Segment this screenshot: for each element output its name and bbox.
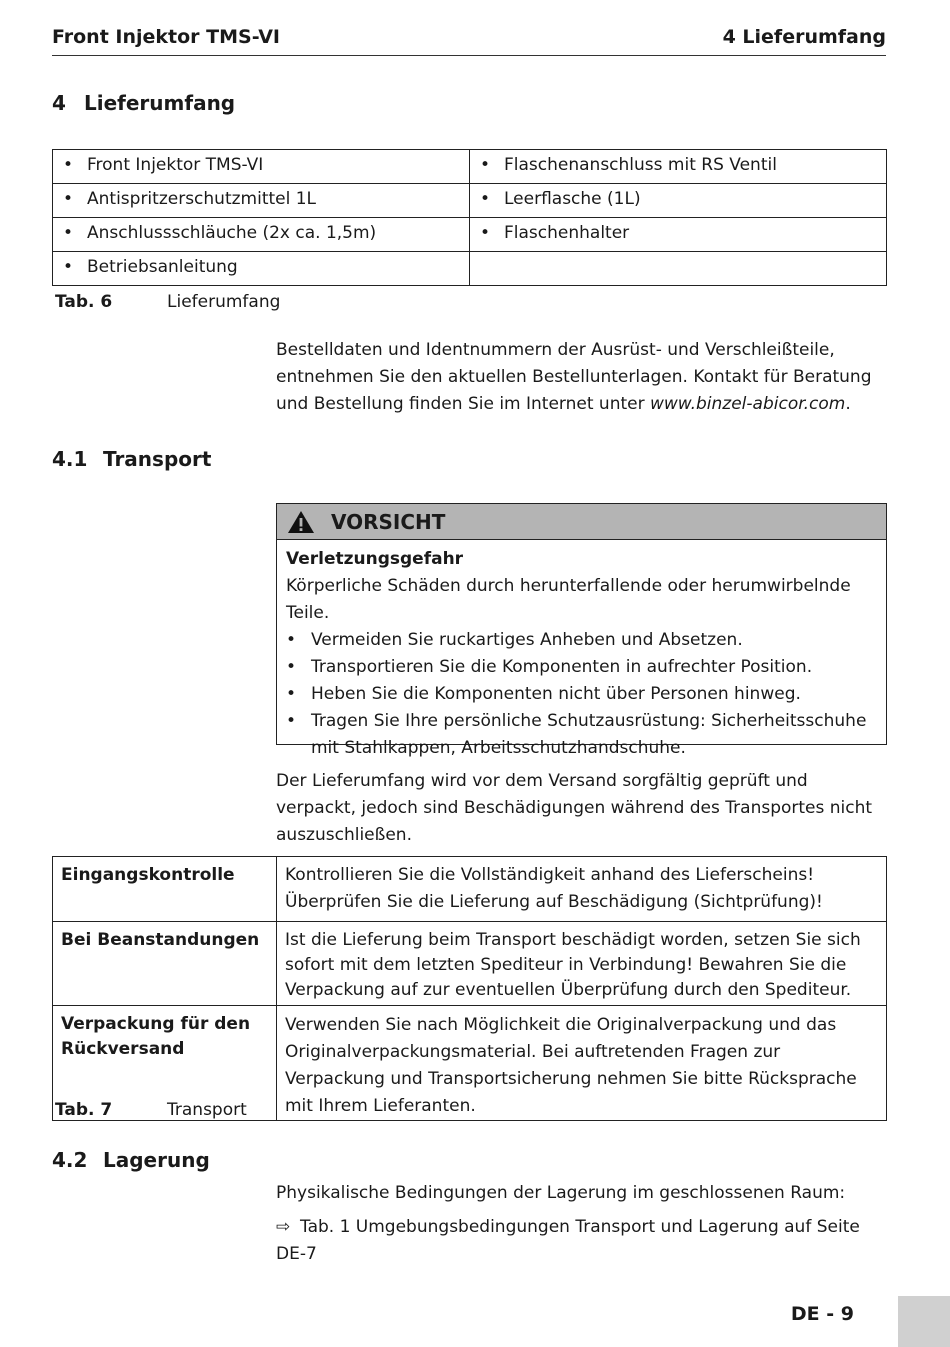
caption-text: Transport — [167, 1100, 247, 1120]
header-divider — [52, 55, 886, 56]
caution-body — [277, 540, 886, 762]
storage-reference — [276, 1214, 888, 1268]
transport-table — [52, 856, 887, 1121]
table-key-cell: Verpackung für den Rückversand — [53, 1006, 277, 1121]
website-link[interactable]: www.binzel-abicor.com — [649, 394, 846, 414]
order-info-paragraph: Bestelldaten und Identnummern der Ausrüst- und Verschleißteile, entnehmen Sie den aktuellen Bestellunterlagen. Kontakt für Beratung und Bestellung finden Sie im Internet unter www.binzel-abicor.com. — [276, 340, 872, 414]
section-title: Lagerung — [103, 1148, 210, 1172]
list-item: • Heben Sie die Komponenten nicht über Personen hinweg. — [286, 684, 801, 704]
caution-heading: Verletzungsgefahr — [286, 549, 464, 569]
table-row — [53, 150, 887, 184]
warning-triangle-icon — [287, 510, 315, 534]
caution-title: VORSICHT — [331, 510, 446, 534]
section-number: 4 — [52, 91, 66, 115]
section-title: Lieferumfang — [84, 91, 236, 115]
section-number: 4.2 — [52, 1148, 88, 1172]
table-cell: • Front Injektor TMS-VI — [53, 150, 470, 184]
transport-paragraph: Der Lieferumfang wird vor dem Versand sorgfältig geprüft und verpackt, jedoch sind Beschädigungen während des Transportes nicht auszuschließen. — [276, 771, 873, 845]
table-cell — [470, 252, 887, 286]
table-value-cell: Verwenden Sie nach Möglichkeit die Originalverpackung und das Originalverpackungsmaterial. Bei auftretenden Fragen zur Verpackung und Transportsicherung nehmen Sie bitte Rücksprache mit Ihrem Lieferanten. — [277, 1006, 887, 1121]
list-item: • Vermeiden Sie ruckartiges Anheben und Absetzen. — [286, 630, 743, 650]
arrow-right-icon: ⇨ — [276, 1217, 291, 1237]
table-row — [53, 252, 887, 286]
table-cell: • Anschlussschläuche (2x ca. 1,5m) — [53, 218, 470, 252]
header-chapter: 4 Lieferumfang — [722, 26, 886, 48]
section-4-2-heading — [52, 1148, 210, 1172]
header-title: Front Injektor TMS-VI — [52, 26, 280, 48]
table-7-caption — [55, 1100, 247, 1120]
table-key-cell: Eingangskontrolle — [53, 857, 277, 922]
table-cell: • Flaschenhalter — [470, 218, 887, 252]
table-cell: • Betriebsanleitung — [53, 252, 470, 286]
table-cell: • Antispritzerschutzmittel 1L — [53, 184, 470, 218]
section-number: 4.1 — [52, 447, 88, 471]
section-4-heading — [52, 91, 235, 115]
caution-text: Körperliche Schäden durch herunterfallende oder herumwirbelnde Teile. — [286, 576, 851, 623]
table-key-cell: Bei Beanstandungen — [53, 922, 277, 1006]
section-title: Transport — [103, 447, 212, 471]
table-row — [53, 184, 887, 218]
caption-text: Lieferumfang — [167, 292, 281, 312]
table-row — [53, 857, 887, 922]
page-number: DE - 9 — [790, 1303, 854, 1325]
list-item: • Transportieren Sie die Komponenten in aufrechter Position. — [286, 657, 813, 677]
table-cell: • Leerflasche (1L) — [470, 184, 887, 218]
caution-box — [276, 503, 887, 758]
list-item: • Tragen Sie Ihre persönliche Schutzausrüstung: Sicherheitsschuhe mit Stahlkappen, Arbeitsschutzhandschuhe. — [286, 711, 867, 758]
table-value-cell: Kontrollieren Sie die Vollständigkeit anhand des Lieferscheins! Überprüfen Sie die Lieferung auf Beschädigung (Sichtprüfung)! — [277, 857, 887, 922]
table-row — [53, 218, 887, 252]
page-tab-marker — [898, 1296, 950, 1347]
section-4-1-heading — [52, 447, 211, 471]
reference-link[interactable]: Tab. 1 Umgebungsbedingungen Transport und Lagerung auf Seite DE-7 — [276, 1217, 860, 1264]
storage-paragraph: Physikalische Bedingungen der Lagerung im geschlossenen Raum: — [276, 1183, 846, 1203]
caption-number: Tab. 6 — [55, 292, 113, 312]
table-cell: • Flaschenanschluss mit RS Ventil — [470, 150, 887, 184]
scope-of-delivery-table — [52, 149, 887, 286]
table-row — [53, 922, 887, 1006]
caption-number: Tab. 7 — [55, 1100, 113, 1120]
caution-header — [277, 504, 886, 540]
table-value-cell: Ist die Lieferung beim Transport beschädigt worden, setzen Sie sich sofort mit dem letzten Spediteur in Verbindung! Bewahren Sie die Verpackung auf zur eventuellen Überprüfung durch den Spediteur. — [277, 922, 887, 1006]
table-6-caption — [55, 292, 280, 312]
